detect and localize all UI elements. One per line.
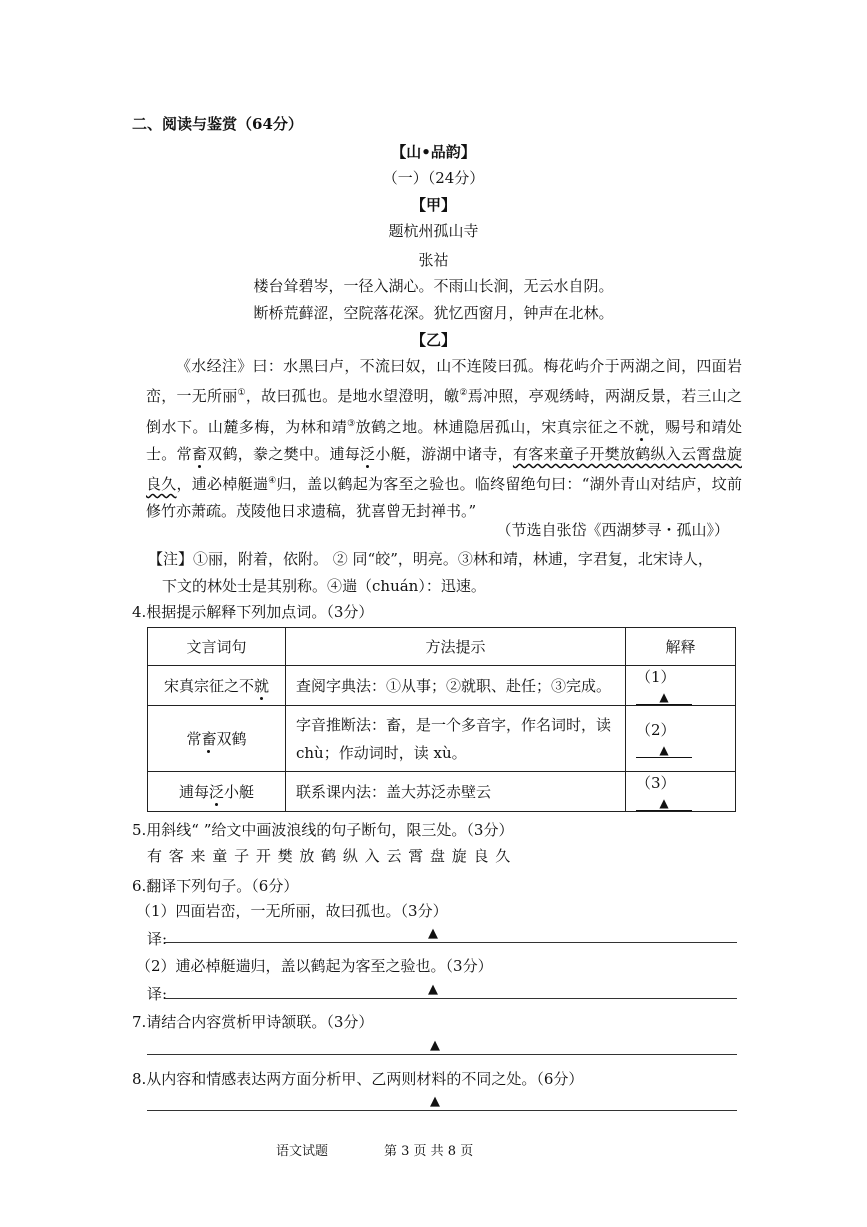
jia-label: 【甲】 bbox=[410, 196, 456, 214]
part-title: （一）（24分） bbox=[382, 169, 485, 187]
q5-sentence[interactable]: 有 客 来 童 子 开 樊 放 鹤 纵 入 云 霄 盘 旋 良 久 bbox=[147, 847, 512, 865]
dotted-word-fan: 泛 bbox=[360, 444, 376, 463]
q4-text: 4.根据提示解释下列加点词。（3分） bbox=[132, 603, 374, 621]
q5-text: 5.用斜线“ ”给文中画波浪线的句子断句，限三处。（3分） bbox=[132, 821, 514, 839]
answer-line-2[interactable] bbox=[165, 998, 737, 999]
table-row: 宋真宗征之不就 查阅字典法：①从事；②就职、赴任；③完成。 （1） ▲ bbox=[148, 666, 736, 706]
group-title: 【山•品韵】 bbox=[391, 143, 476, 161]
poem-line-2: 断桥荒藓涩，空院落花深。犹忆西窗月，钟声在北林。 bbox=[253, 304, 614, 322]
poem-author: 张祜 bbox=[418, 251, 449, 269]
answer-line-1[interactable] bbox=[165, 942, 737, 943]
triangle-mark: ▲ bbox=[430, 1038, 440, 1053]
poem-title: 题杭州孤山寺 bbox=[388, 222, 479, 240]
triangle-mark: ▲ bbox=[428, 982, 438, 997]
q8-text: 8.从内容和情感表达两方面分析甲、乙两则材料的不同之处。（6分） bbox=[132, 1070, 584, 1088]
triangle-mark: ▲ bbox=[430, 1094, 440, 1109]
table-row: 常畜双鹤 字音推断法：畜，是一个多音字，作名词时，读 chù；作动词时，读 xù。 （2） ▲ bbox=[148, 706, 736, 772]
hint-cell: 字音推断法：畜，是一个多音字，作名词时，读 chù；作动词时，读 xù。 bbox=[286, 706, 626, 772]
poem-line-1: 楼台耸碧岑，一径入湖心。不雨山长涧，无云水自阴。 bbox=[253, 277, 614, 295]
hint-cell: 查阅字典法：①从事；②就职、赴任；③完成。 bbox=[286, 666, 626, 706]
wavy-sentence: 有客来童子开樊放鹤纵入云霄盘旋良久 bbox=[146, 444, 742, 494]
q6-sentence-2: （2）逋必棹艇遄归，盖以鹤起为客至之验也。（3分） bbox=[136, 957, 493, 975]
dotted-word-chu: 畜 bbox=[191, 444, 208, 463]
footer-subject: 语文试题 bbox=[276, 1144, 329, 1159]
dotted-word-jiu: 就 bbox=[634, 417, 650, 436]
answer-blank-2[interactable]: ▲ bbox=[636, 743, 692, 758]
source-citation: （节选自张岱《西湖梦寻・孤山》） bbox=[496, 521, 729, 539]
q6-yi-label-1: 译: bbox=[147, 930, 168, 948]
note-line-1: 【注】①丽，附着，依附。 ② 同“皎”，明亮。③林和靖，林逋，字君复，北宋诗人， bbox=[148, 550, 713, 568]
q6-text: 6.翻译下列句子。（6分） bbox=[132, 877, 299, 895]
section-title: 二、阅读与鉴赏（64分） bbox=[132, 115, 303, 133]
q7-text: 7.请结合内容赏析甲诗颔联。（3分） bbox=[132, 1013, 374, 1031]
q6-yi-label-2: 译: bbox=[147, 985, 168, 1003]
answer-blank-1[interactable]: ▲ bbox=[636, 690, 692, 705]
answer-line-4[interactable] bbox=[147, 1110, 737, 1111]
yi-label: 【乙】 bbox=[410, 331, 456, 349]
answer-blank-3[interactable]: ▲ bbox=[636, 796, 692, 811]
hint-cell: 联系课内法：盖大苏泛赤壁云 bbox=[286, 772, 626, 812]
q6-sentence-1: （1）四面岩峦，一无所丽，故曰孤也。（3分） bbox=[136, 902, 448, 920]
table-row: 逋每泛小艇 联系课内法：盖大苏泛赤壁云 （3） ▲ bbox=[148, 772, 736, 812]
answer-line-3[interactable] bbox=[147, 1054, 737, 1055]
note-line-2: 下文的林处士是其别称。④遄（chuán）：迅速。 bbox=[162, 577, 486, 595]
q4-table bbox=[147, 627, 736, 812]
footer-page: 第 3 页 共 8 页 bbox=[384, 1144, 474, 1159]
table-header-row: 文言词句 方法提示 解释 bbox=[148, 628, 736, 666]
yi-passage: 《水经注》曰：水黑曰卢，不流曰奴，山不连陵曰孤。梅花屿介于两湖之间，四面岩峦，一无所丽①，故曰孤也。是地水望澄明，皦②焉冲照，亭观绣峙，两湖反景，若三山之倒水下。山麓多梅，为林和靖③放鹤之地。林逋隐居孤山，宋真宗征之不就，赐号和靖处士。常畜双鹤，豢之樊中。逋每泛小艇，游湖中诸寺，有客来童子开樊放鹤纵入云霄盘旋良久，逋必棹艇遄④归，盖以鹤起为客至之验也。临终留绝句曰：“湖外青山对结庐，坟前修竹亦萧疏。茂陵他日求遗稿，犹喜曾无封禅书。” bbox=[146, 357, 742, 521]
triangle-mark: ▲ bbox=[428, 926, 438, 941]
